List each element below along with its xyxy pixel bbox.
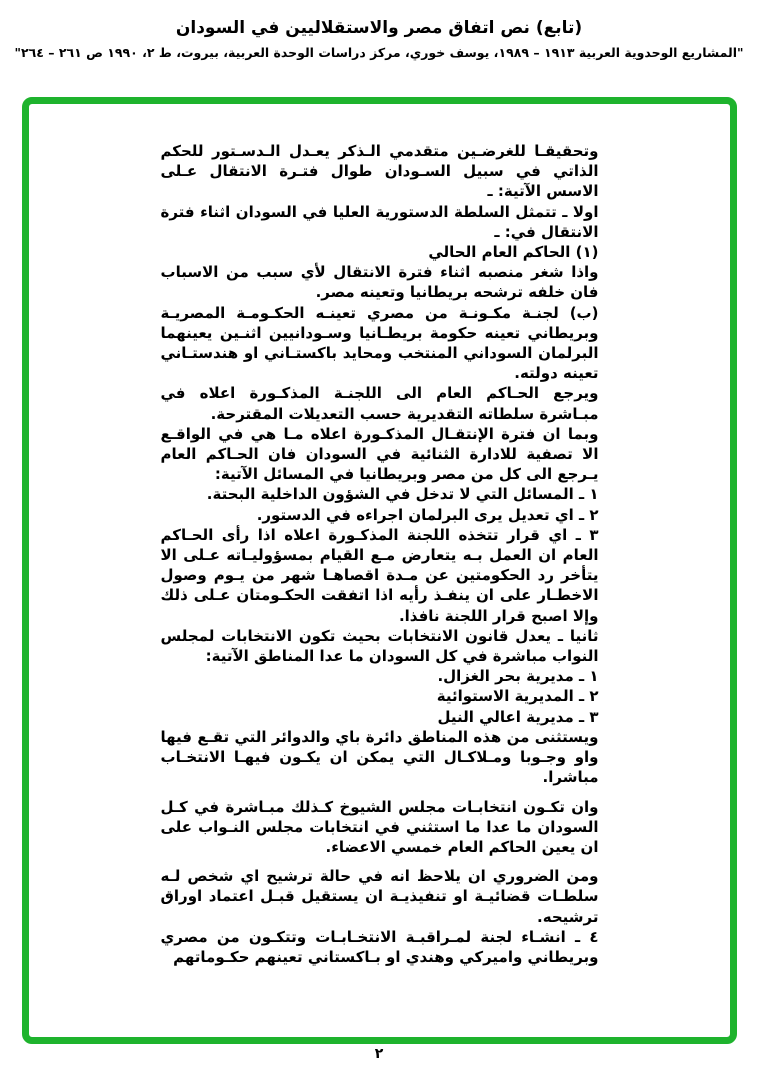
document-source-citation: "المشاريع الوحدوية العربية ١٩١٣ – ١٩٨٩، يوسف خوري، مركز دراسات الوحدة العربية، بيروت، ط ٢، ١٩٩٠ ص ٢٦١ – ٢٦٤" — [14, 45, 744, 60]
document-footer — [0, 1046, 758, 1062]
paragraph: ٢ ـ المديرية الاستوائية — [436, 687, 599, 706]
paragraph: ٣ ـ مديرية اعالي النيل — [437, 707, 599, 726]
paragraph: ومن الضروري ان يلاحظ انه في حالة ترشيح اي شخص لـه سلطـات قضائيـة او تنفيذيـة ان يستقيل قبـل اعتماد اوراق ترشيحه. — [160, 867, 599, 926]
document-header — [0, 18, 758, 60]
paragraph: واذا شغر منصبه اثناء فترة الانتقال لأي سبب من الاسباب فان خلفه ترشحه بريطانيا وتعينه مصر. — [160, 263, 599, 302]
document-title: (تابع) نص اتفاق مصر والاستقلاليين في السودان — [175, 18, 583, 38]
paragraph: (ب) لجنـة مكـونـة من مصري تعينـه الحكـومـة المصريـة وبريطاني تعينه حكومة بريطـانيا وسـودانيين اثنـين يعينهما البرلمان السوداني المنتخب ومحايد باكستـاني او هندستـاني تعينه دولته. — [160, 303, 599, 383]
page-number: ٢ — [374, 1046, 384, 1062]
paragraph: ١ ـ مديرية بحر الغزال. — [437, 667, 599, 686]
paragraph: وبما ان فترة الإنتقـال المذكـورة اعلاه مـا هي في الواقـع الا تصفية للادارة الثنائية في السودان فان الحـاكم العام يـرجع الى كل من مصر وبريطانيا في المسائل الآتية: — [160, 424, 599, 484]
paragraph: وتحقيقـا للغرضـين متقدمي الـذكر يعـدل الـدسـتور للحكم الذاتي في سبيل السـودان طوال فتـرة الانتقال عـلى الاسس الآتية: ـ — [160, 142, 599, 201]
paragraph: ويستثنى من هذه المناطق دائرة باي والدوائر التي تقـع فيها واو وجـوبا ومـلاكـال التي يمكن ان يكـون فيهـا الانتخـاب مباشرا. — [160, 727, 599, 787]
green-border-frame — [22, 97, 737, 1044]
paragraph: ٣ ـ اي قرار تتخذه اللجنة المذكـورة اعلاه اذا رأى الحـاكم العام ان العمل بـه يتعارض مـع القيام بمسؤوليـاته عـلى الا يتأخر رد الحكومتين عن مـدة اقصاهـا شهر من يـوم وصول الاخطـار على ان ينفـذ رأيه اذا اتفقت الحكـومتان عـلى ذلك وإلا اصبح قرار اللجنة نافذا. — [160, 525, 599, 625]
paragraph: ٢ ـ اي تعديل يرى البرلمان اجراءه في الدستور. — [256, 505, 599, 524]
paragraph: وان تكـون انتخابـات مجلس الشيوخ كـذلك مبـاشرة في كـل السودان ما عدا ما استثني في انتخابات مجلس النـواب على ان يعين الحاكم العام خمسي الاعضاء. — [160, 797, 599, 856]
paragraph: ١ ـ المسائل التي لا تدخل في الشؤون الداخلية البحتة. — [206, 485, 599, 504]
paragraph: (١) الحاكم العام الحالي — [428, 243, 599, 262]
paragraph: ٤ ـ انشـاء لجنة لمـراقبـة الانتخـابـات وتتكـون من مصري وبريطاني واميركي وهندي او بـاكستاني تعينهم حكـوماتهم — [160, 927, 599, 966]
paragraph: ثانيا ـ يعدل قانون الانتخابات بحيث تكون الانتخابات لمجلس النواب مباشرة في كل السودان ما عدا المناطق الآتية: — [160, 626, 599, 666]
document-body-text — [161, 141, 599, 967]
paragraph: اولا ـ تتمثل السلطة الدستورية العليا في السودان اثناء فترة الانتقال في: ـ — [160, 202, 599, 241]
paragraph: ويرجع الحـاكم العام الى اللجنـة المذكـورة اعلاه في مبـاشرة سلطاته التقديرية حسب التعديلات المقترحة. — [160, 384, 599, 423]
